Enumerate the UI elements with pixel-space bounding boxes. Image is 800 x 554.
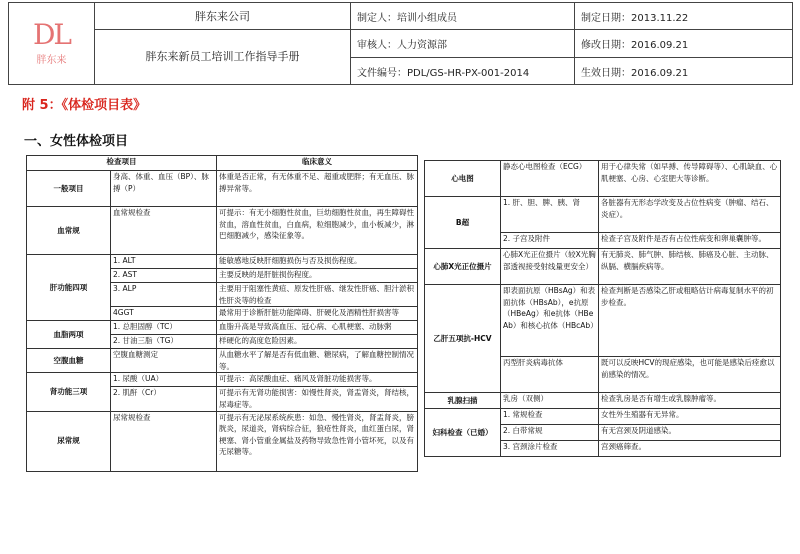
item-cell: 2. 甘油三脂（TG） — [111, 335, 217, 349]
document-header — [8, 2, 793, 85]
item-cell: 1. 常规检查 — [501, 409, 599, 425]
meaning-cell: 主要反映的是肝脏损伤程度。 — [217, 269, 418, 283]
item-cell: 1. 肝、胆、脾、胰、肾 — [501, 197, 599, 233]
category-cell: 肾功能三项 — [27, 373, 111, 411]
logo-name: 胖东来 — [36, 55, 67, 66]
category-cell: 乳腺扫描 — [425, 393, 501, 409]
category-cell: 心肺X光正位摄片 — [425, 249, 501, 285]
item-cell: 3. 宫颈涂片检查 — [501, 441, 599, 457]
category-cell: 乙肝五项抗-HCV — [425, 285, 501, 393]
category-cell: 一般项目 — [27, 171, 111, 207]
category-cell: 血脂两项 — [27, 321, 111, 349]
table-row — [27, 255, 418, 269]
item-cell: 2. 白带常规 — [501, 425, 599, 441]
item-cell: 2. 子宫及附件 — [501, 233, 599, 249]
item-cell: 4GGT — [111, 307, 217, 321]
item-cell: 1. ALT — [111, 255, 217, 269]
doc-title: 胖东来新员工培训工作指导手册 — [95, 30, 351, 85]
category-cell: B超 — [425, 197, 501, 249]
category-cell: 血常规 — [27, 207, 111, 255]
table-row — [27, 411, 418, 471]
reviewer: 审核人：人力资源部 — [351, 30, 575, 58]
company-name: 胖东来公司 — [95, 3, 351, 30]
column-header-item: 检查项目 — [27, 156, 217, 171]
category-cell: 妇科检查（已婚） — [425, 409, 501, 457]
revised-date: 修改日期：2016.09.21 — [575, 30, 793, 58]
category-cell: 肝功能四项 — [27, 255, 111, 321]
appendix-title: 附 5：《体检项目表》 — [22, 98, 147, 113]
category-cell: 空腹血糖 — [27, 349, 111, 373]
created-date: 制定日期：2013.11.22 — [575, 3, 793, 30]
item-cell: 即表面抗原（HBsAg）和表面抗体（HBsAb），e抗原（HBeAg）和e抗体（HBeAb）和核心抗体（HBcAb） — [501, 285, 599, 357]
meaning-cell: 用于心律失常（如早搏、传导障碍等）、心肌缺血、心肌梗塞、心房、心室肥大等诊断。 — [599, 161, 781, 197]
category-cell: 尿常规 — [27, 411, 111, 471]
table-row — [27, 349, 418, 373]
left-exam-table — [26, 155, 418, 472]
item-cell: 空腹血糖测定 — [111, 349, 217, 373]
meaning-cell: 能敏感地反映肝细胞损伤与否及损伤程度。 — [217, 255, 418, 269]
table-row — [425, 249, 781, 285]
meaning-cell: 既可以反映HCV的现症感染，也可能是感染后痊愈以前感染的情况。 — [599, 357, 781, 393]
doc-number: 文件编号：PDL/GS-HR-PX-001-2014 — [351, 58, 575, 85]
table-row — [27, 171, 418, 207]
meaning-cell: 可提示：高尿酸血症、痛风及肾脏功能损害等。 — [217, 373, 418, 387]
meaning-cell: 检查乳房是否有增生或乳腺肿瘤等。 — [599, 393, 781, 409]
table-row — [425, 285, 781, 357]
table-row — [27, 207, 418, 255]
meaning-cell: 女性外生殖器有无异常。 — [599, 409, 781, 425]
item-cell: 乳房（双侧） — [501, 393, 599, 409]
table-row — [425, 197, 781, 233]
section-title: 一、女性体检项目 — [24, 134, 129, 149]
meaning-cell: 样硬化的高度危险因素。 — [217, 335, 418, 349]
item-cell: 心肺X光正位摄片（较X光胸部透视接受射线量更安全） — [501, 249, 599, 285]
meaning-cell: 血脂升高是导致高血压、冠心病、心肌梗塞、动脉粥 — [217, 321, 418, 335]
item-cell: 身高、体重、血压（BP）、脉搏（P） — [111, 171, 217, 207]
column-header-meaning: 临床意义 — [217, 156, 418, 171]
meaning-cell: 体重是否正常，有无体重不足、超重或肥胖；有无血压、脉搏异常等。 — [217, 171, 418, 207]
meaning-cell: 最常用于诊断肝脏功能障碍、肝硬化及酒精性肝损害等 — [217, 307, 418, 321]
meaning-cell: 可提示有无肾功能损害：如慢性肾炎，肾盂肾炎，肾结核，尿毒症等。 — [217, 387, 418, 411]
table-row — [425, 161, 781, 197]
meaning-cell: 宫颈癌筛查。 — [599, 441, 781, 457]
item-cell: 2. 肌酐（Cr） — [111, 387, 217, 411]
effective-date: 生效日期：2016.09.21 — [575, 58, 793, 85]
meaning-cell: 从血糖水平了解是否有低血糖、糖尿病，了解血糖控制情况等。 — [217, 349, 418, 373]
right-exam-table — [424, 160, 781, 457]
meaning-cell: 检查子宫及附件是否有占位性病变和卵巢囊肿等。 — [599, 233, 781, 249]
meaning-cell: 可提示：有无小细胞性贫血，巨幼细胞性贫血，再生障碍性贫血，溶血性贫血，白血病，粒细胞减少，血小板减少，淋巴细胞减少，感染征象等。 — [217, 207, 418, 255]
table-row — [27, 373, 418, 387]
table-row — [425, 409, 781, 425]
item-cell: 丙型肝炎病毒抗体 — [501, 357, 599, 393]
meaning-cell: 检查判断是否感染乙肝或粗略估计病毒复制水平的初步检查。 — [599, 285, 781, 357]
category-cell: 心电图 — [425, 161, 501, 197]
item-cell: 3. ALP — [111, 283, 217, 307]
meaning-cell: 有无肺炎、肺气肿、肺结核、肺癌及心脏、主动脉、纵膈、横膈疾病等。 — [599, 249, 781, 285]
logo-mark: DL — [32, 18, 71, 51]
drafter: 制定人：培训小组成员 — [351, 3, 575, 30]
table-row — [27, 321, 418, 335]
item-cell: 血常规检查 — [111, 207, 217, 255]
meaning-cell: 主要用于阻塞性黄疸、原发性肝癌、继发性肝癌、胆汁淤积性肝炎等的检查 — [217, 283, 418, 307]
item-cell: 2. AST — [111, 269, 217, 283]
item-cell: 尿常规检查 — [111, 411, 217, 471]
item-cell: 静态心电图检查（ECG） — [501, 161, 599, 197]
meaning-cell: 可提示有无泌尿系统疾患：如急、慢性肾炎，肾盂肾炎，膀胱炎，尿道炎，肾病综合征，狼疮性肾炎，血红蛋白尿，肾梗塞、肾小管重金属盐及药物导致急性肾小管坏死，以及有无尿糖等。 — [217, 411, 418, 471]
meaning-cell: 各脏器有无形态学改变及占位性病变（肿瘤、结石、炎症）。 — [599, 197, 781, 233]
meaning-cell: 有无宫颈及阴道感染。 — [599, 425, 781, 441]
table-row — [425, 393, 781, 409]
item-cell: 1. 尿酸（UA） — [111, 373, 217, 387]
logo — [9, 3, 95, 85]
item-cell: 1. 总胆固醇（TC） — [111, 321, 217, 335]
